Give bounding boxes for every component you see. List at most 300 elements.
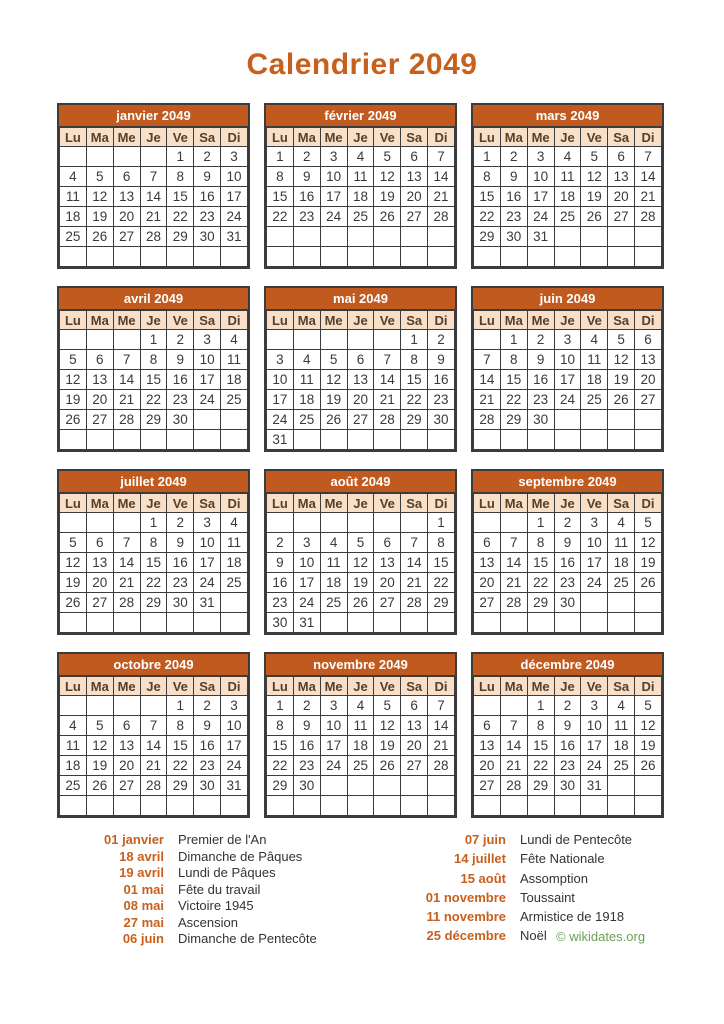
month-title-decembre: décembre 2049 <box>473 654 662 676</box>
empty-cell <box>500 247 527 267</box>
day-cell: 22 <box>428 573 455 593</box>
day-cell: 16 <box>293 736 320 756</box>
week-row <box>60 350 248 370</box>
weekday-header-sa: Sa <box>194 494 221 513</box>
empty-cell <box>140 430 167 450</box>
day-cell: 10 <box>554 350 581 370</box>
month-aout <box>264 469 457 635</box>
weekday-header-ma: Ma <box>293 128 320 147</box>
empty-cell <box>401 430 428 450</box>
day-cell: 7 <box>500 716 527 736</box>
day-cell: 18 <box>320 573 347 593</box>
day-cell: 22 <box>140 390 167 410</box>
day-cell: 15 <box>140 553 167 573</box>
day-cell: 30 <box>554 776 581 796</box>
day-cell: 6 <box>86 350 113 370</box>
week-row <box>267 187 455 207</box>
weekday-header-ve: Ve <box>581 494 608 513</box>
day-cell: 26 <box>347 593 374 613</box>
day-cell: 30 <box>267 613 294 633</box>
week-row <box>60 187 248 207</box>
week-row <box>474 187 662 207</box>
week-row <box>60 796 248 816</box>
day-cell: 4 <box>347 147 374 167</box>
day-cell: 3 <box>293 533 320 553</box>
day-cell: 7 <box>635 147 662 167</box>
empty-cell <box>347 247 374 267</box>
day-cell: 15 <box>428 553 455 573</box>
month-table-novembre <box>266 676 455 816</box>
day-cell: 20 <box>86 573 113 593</box>
day-cell: 12 <box>347 553 374 573</box>
day-cell: 28 <box>401 593 428 613</box>
day-cell: 23 <box>428 390 455 410</box>
day-cell: 3 <box>581 696 608 716</box>
empty-cell <box>221 593 248 613</box>
day-cell: 15 <box>167 736 194 756</box>
weekday-header-row <box>474 494 662 513</box>
day-cell: 1 <box>140 330 167 350</box>
empty-cell <box>608 227 635 247</box>
day-cell: 4 <box>320 533 347 553</box>
day-cell: 11 <box>60 187 87 207</box>
month-title-aout: août 2049 <box>266 471 455 493</box>
week-row <box>60 330 248 350</box>
day-cell: 6 <box>474 716 501 736</box>
day-cell: 24 <box>581 756 608 776</box>
empty-cell <box>293 430 320 450</box>
weekday-header-ma: Ma <box>86 677 113 696</box>
week-row <box>60 776 248 796</box>
day-cell: 11 <box>60 736 87 756</box>
empty-cell <box>113 513 140 533</box>
day-cell: 18 <box>221 370 248 390</box>
day-cell: 17 <box>320 187 347 207</box>
weekday-header-je: Je <box>347 677 374 696</box>
month-mars <box>471 103 664 269</box>
day-cell: 26 <box>86 227 113 247</box>
weekday-header-ma: Ma <box>86 128 113 147</box>
weekday-header-di: Di <box>221 677 248 696</box>
empty-cell <box>474 796 501 816</box>
week-row <box>474 207 662 227</box>
week-row <box>60 533 248 553</box>
day-cell: 6 <box>635 330 662 350</box>
holiday-label: Fête Nationale <box>520 851 605 867</box>
week-row <box>267 613 455 633</box>
day-cell: 21 <box>140 207 167 227</box>
weekday-header-di: Di <box>635 494 662 513</box>
day-cell: 25 <box>608 573 635 593</box>
empty-cell <box>347 430 374 450</box>
day-cell: 5 <box>608 330 635 350</box>
day-cell: 23 <box>194 756 221 776</box>
weekday-header-ve: Ve <box>167 128 194 147</box>
empty-cell <box>194 796 221 816</box>
day-cell: 22 <box>140 573 167 593</box>
empty-cell <box>374 227 401 247</box>
week-row <box>60 390 248 410</box>
day-cell: 9 <box>293 716 320 736</box>
weekday-header-sa: Sa <box>608 677 635 696</box>
weekday-header-me: Me <box>113 677 140 696</box>
day-cell: 29 <box>140 410 167 430</box>
holiday-date: 14 juillet <box>453 851 506 867</box>
empty-cell <box>194 613 221 633</box>
empty-cell <box>194 410 221 430</box>
holiday-date: 07 juin <box>464 832 506 847</box>
weekday-header-je: Je <box>554 311 581 330</box>
day-cell: 31 <box>221 227 248 247</box>
month-octobre <box>57 652 250 818</box>
empty-cell <box>401 247 428 267</box>
week-row <box>267 533 455 553</box>
empty-cell <box>428 227 455 247</box>
empty-cell <box>581 227 608 247</box>
weekday-header-ve: Ve <box>581 128 608 147</box>
empty-cell <box>267 227 294 247</box>
day-cell: 19 <box>320 390 347 410</box>
month-table-avril <box>59 310 248 450</box>
month-janvier <box>57 103 250 269</box>
day-cell: 23 <box>500 207 527 227</box>
empty-cell <box>267 330 294 350</box>
day-cell: 27 <box>608 207 635 227</box>
day-cell: 11 <box>221 350 248 370</box>
day-cell: 30 <box>554 593 581 613</box>
day-cell: 31 <box>221 776 248 796</box>
day-cell: 8 <box>267 716 294 736</box>
day-cell: 12 <box>60 553 87 573</box>
day-cell: 4 <box>581 330 608 350</box>
day-cell: 16 <box>293 187 320 207</box>
day-cell: 18 <box>60 207 87 227</box>
day-cell: 12 <box>608 350 635 370</box>
weekday-header-lu: Lu <box>60 128 87 147</box>
weekday-header-sa: Sa <box>608 311 635 330</box>
holiday-label: Armistice de 1918 <box>520 909 625 924</box>
week-row <box>60 696 248 716</box>
holiday-label: Toussaint <box>520 889 575 905</box>
empty-cell <box>635 227 662 247</box>
day-cell: 24 <box>527 207 554 227</box>
day-cell: 30 <box>500 227 527 247</box>
day-cell: 29 <box>267 776 294 796</box>
day-cell: 27 <box>374 593 401 613</box>
day-cell: 19 <box>635 736 662 756</box>
day-cell: 24 <box>581 573 608 593</box>
day-cell: 27 <box>401 207 428 227</box>
day-cell: 22 <box>500 390 527 410</box>
day-cell: 9 <box>554 716 581 736</box>
day-cell: 19 <box>581 187 608 207</box>
empty-cell <box>527 796 554 816</box>
day-cell: 21 <box>500 756 527 776</box>
empty-cell <box>635 613 662 633</box>
day-cell: 20 <box>635 370 662 390</box>
holiday-date: 18 avril <box>119 848 164 864</box>
day-cell: 1 <box>428 513 455 533</box>
day-cell: 16 <box>554 553 581 573</box>
week-row <box>267 227 455 247</box>
week-row <box>267 513 455 533</box>
weekday-header-row <box>474 128 662 147</box>
day-cell: 14 <box>113 370 140 390</box>
empty-cell <box>113 247 140 267</box>
weekday-header-ma: Ma <box>293 677 320 696</box>
weekday-header-je: Je <box>554 677 581 696</box>
day-cell: 6 <box>374 533 401 553</box>
day-cell: 13 <box>474 736 501 756</box>
day-cell: 1 <box>527 513 554 533</box>
day-cell: 20 <box>401 736 428 756</box>
day-cell: 28 <box>635 207 662 227</box>
day-cell: 27 <box>635 390 662 410</box>
week-row <box>60 716 248 736</box>
day-cell: 25 <box>221 390 248 410</box>
day-cell: 30 <box>527 410 554 430</box>
empty-cell <box>293 513 320 533</box>
day-cell: 27 <box>113 776 140 796</box>
empty-cell <box>401 796 428 816</box>
empty-cell <box>500 430 527 450</box>
empty-cell <box>113 330 140 350</box>
day-cell: 7 <box>374 350 401 370</box>
day-cell: 4 <box>60 167 87 187</box>
month-novembre <box>264 652 457 818</box>
weekday-header-lu: Lu <box>267 494 294 513</box>
day-cell: 3 <box>221 696 248 716</box>
day-cell: 8 <box>167 167 194 187</box>
day-cell: 26 <box>374 207 401 227</box>
day-cell: 20 <box>113 756 140 776</box>
day-cell: 12 <box>374 167 401 187</box>
empty-cell <box>581 247 608 267</box>
day-cell: 16 <box>527 370 554 390</box>
week-row <box>60 613 248 633</box>
holiday-date: 15 août <box>460 870 506 886</box>
day-cell: 24 <box>194 390 221 410</box>
day-cell: 20 <box>374 573 401 593</box>
empty-cell <box>60 696 87 716</box>
weekday-header-ma: Ma <box>293 311 320 330</box>
day-cell: 19 <box>86 207 113 227</box>
week-row <box>474 167 662 187</box>
day-cell: 5 <box>320 350 347 370</box>
day-cell: 3 <box>554 330 581 350</box>
empty-cell <box>428 247 455 267</box>
day-cell: 12 <box>86 736 113 756</box>
day-cell: 7 <box>401 533 428 553</box>
weekday-header-row <box>60 311 248 330</box>
day-cell: 7 <box>500 533 527 553</box>
week-row <box>267 370 455 390</box>
day-cell: 7 <box>113 533 140 553</box>
day-cell: 12 <box>581 167 608 187</box>
week-row <box>60 430 248 450</box>
day-cell: 15 <box>527 736 554 756</box>
day-cell: 14 <box>140 736 167 756</box>
empty-cell <box>320 796 347 816</box>
day-cell: 8 <box>140 533 167 553</box>
empty-cell <box>500 696 527 716</box>
empty-cell <box>581 593 608 613</box>
week-row <box>474 716 662 736</box>
empty-cell <box>320 227 347 247</box>
empty-cell <box>113 147 140 167</box>
day-cell: 19 <box>635 553 662 573</box>
empty-cell <box>401 776 428 796</box>
day-cell: 18 <box>347 736 374 756</box>
day-cell: 12 <box>374 716 401 736</box>
day-cell: 21 <box>428 187 455 207</box>
day-cell: 10 <box>320 716 347 736</box>
day-cell: 14 <box>428 167 455 187</box>
week-row <box>60 513 248 533</box>
empty-cell <box>554 227 581 247</box>
day-cell: 29 <box>401 410 428 430</box>
day-cell: 14 <box>113 553 140 573</box>
day-cell: 19 <box>347 573 374 593</box>
weekday-header-di: Di <box>428 311 455 330</box>
day-cell: 2 <box>554 696 581 716</box>
empty-cell <box>347 330 374 350</box>
week-row <box>60 593 248 613</box>
day-cell: 20 <box>474 573 501 593</box>
day-cell: 16 <box>428 370 455 390</box>
weekday-header-sa: Sa <box>401 311 428 330</box>
weekday-header-me: Me <box>113 311 140 330</box>
empty-cell <box>267 513 294 533</box>
empty-cell <box>221 613 248 633</box>
weekday-header-lu: Lu <box>474 494 501 513</box>
week-row <box>60 370 248 390</box>
empty-cell <box>608 796 635 816</box>
day-cell: 23 <box>167 390 194 410</box>
day-cell: 3 <box>194 330 221 350</box>
weekday-header-sa: Sa <box>401 677 428 696</box>
day-cell: 25 <box>347 756 374 776</box>
weekday-header-di: Di <box>221 311 248 330</box>
weekday-header-je: Je <box>140 128 167 147</box>
day-cell: 24 <box>194 573 221 593</box>
day-cell: 4 <box>221 330 248 350</box>
empty-cell <box>113 613 140 633</box>
day-cell: 29 <box>167 227 194 247</box>
day-cell: 20 <box>401 187 428 207</box>
day-cell: 9 <box>293 167 320 187</box>
month-table-septembre <box>473 493 662 633</box>
day-cell: 30 <box>428 410 455 430</box>
empty-cell <box>140 613 167 633</box>
day-cell: 31 <box>194 593 221 613</box>
day-cell: 2 <box>527 330 554 350</box>
empty-cell <box>221 430 248 450</box>
day-cell: 2 <box>194 147 221 167</box>
weekday-header-je: Je <box>554 128 581 147</box>
day-cell: 19 <box>374 187 401 207</box>
day-cell: 14 <box>401 553 428 573</box>
week-row <box>267 736 455 756</box>
day-cell: 22 <box>527 756 554 776</box>
holiday-label: Victoire 1945 <box>178 898 254 913</box>
holiday-date: 25 décembre <box>426 928 506 944</box>
holiday-date: 08 mai <box>123 898 164 913</box>
weekday-header-sa: Sa <box>194 311 221 330</box>
day-cell: 4 <box>60 716 87 736</box>
day-cell: 5 <box>374 696 401 716</box>
day-cell: 3 <box>581 513 608 533</box>
day-cell: 1 <box>267 696 294 716</box>
day-cell: 3 <box>221 147 248 167</box>
month-juin <box>471 286 664 452</box>
day-cell: 12 <box>60 370 87 390</box>
month-table-fevrier <box>266 127 455 267</box>
day-cell: 24 <box>221 207 248 227</box>
day-cell: 9 <box>167 533 194 553</box>
day-cell: 15 <box>140 370 167 390</box>
day-cell: 21 <box>474 390 501 410</box>
day-cell: 7 <box>428 147 455 167</box>
week-row <box>60 147 248 167</box>
empty-cell <box>347 796 374 816</box>
day-cell: 16 <box>500 187 527 207</box>
day-cell: 5 <box>86 167 113 187</box>
day-cell: 27 <box>86 593 113 613</box>
holiday-date: 19 avril <box>119 865 164 880</box>
day-cell: 22 <box>527 573 554 593</box>
month-table-juin <box>473 310 662 450</box>
day-cell: 18 <box>60 756 87 776</box>
empty-cell <box>167 613 194 633</box>
day-cell: 23 <box>554 573 581 593</box>
holiday-label: Lundi de Pâques <box>178 865 276 880</box>
day-cell: 27 <box>86 410 113 430</box>
weekday-header-je: Je <box>140 677 167 696</box>
empty-cell <box>608 430 635 450</box>
empty-cell <box>374 796 401 816</box>
day-cell: 4 <box>554 147 581 167</box>
weekday-header-row <box>474 311 662 330</box>
day-cell: 2 <box>194 696 221 716</box>
day-cell: 13 <box>86 553 113 573</box>
week-row <box>474 553 662 573</box>
day-cell: 5 <box>374 147 401 167</box>
weekday-header-me: Me <box>320 677 347 696</box>
weekday-header-me: Me <box>320 494 347 513</box>
week-row <box>267 247 455 267</box>
day-cell: 9 <box>500 167 527 187</box>
empty-cell <box>474 247 501 267</box>
empty-cell <box>581 796 608 816</box>
day-cell: 26 <box>60 593 87 613</box>
day-cell: 13 <box>401 167 428 187</box>
day-cell: 16 <box>554 736 581 756</box>
empty-cell <box>320 247 347 267</box>
holiday-date: 01 novembre <box>425 889 506 905</box>
day-cell: 10 <box>194 350 221 370</box>
day-cell: 24 <box>554 390 581 410</box>
day-cell: 25 <box>60 227 87 247</box>
empty-cell <box>635 593 662 613</box>
month-title-octobre: octobre 2049 <box>59 654 248 676</box>
empty-cell <box>608 593 635 613</box>
week-row <box>60 207 248 227</box>
weekday-header-me: Me <box>527 677 554 696</box>
weekday-header-je: Je <box>347 128 374 147</box>
weekday-header-ve: Ve <box>167 494 194 513</box>
day-cell: 9 <box>194 716 221 736</box>
